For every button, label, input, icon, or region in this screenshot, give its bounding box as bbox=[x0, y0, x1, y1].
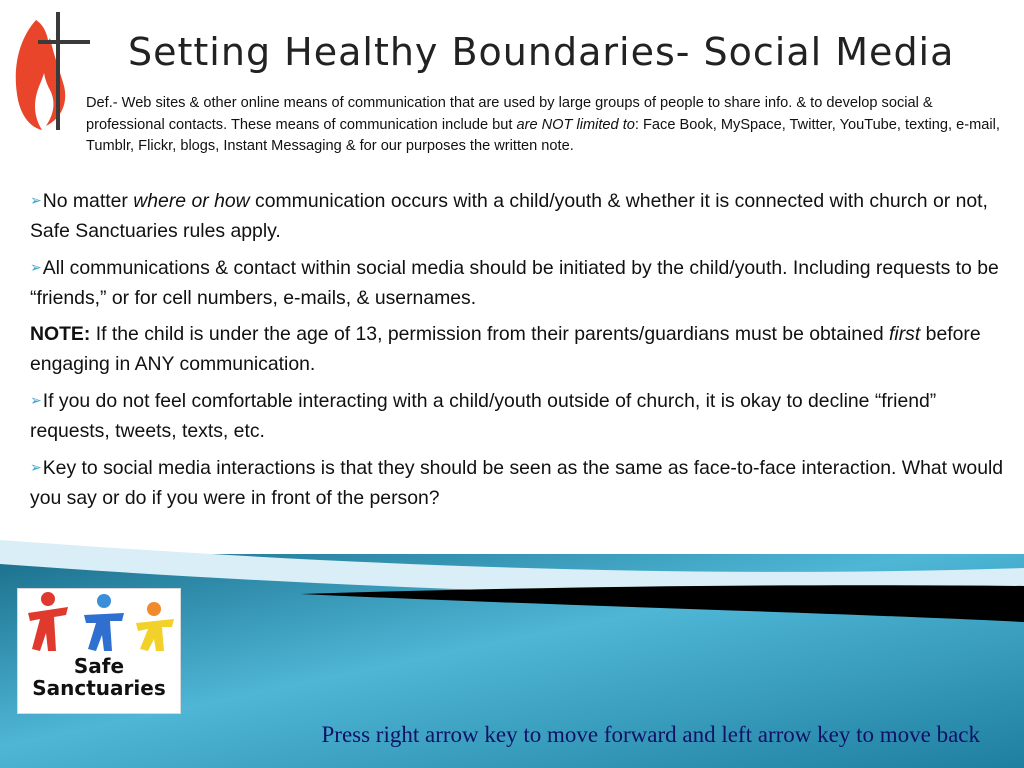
note-item bbox=[30, 319, 1005, 379]
bullet-item bbox=[30, 385, 1005, 446]
bullet-text-end: communication occurs with a child/youth & whether it is connected with church or not, Safe Sanctuaries rules apply. bbox=[30, 190, 988, 242]
bullet-emphasis: where or how bbox=[133, 190, 250, 212]
note-text-end: before engaging in ANY communication. bbox=[30, 323, 981, 375]
safe-sanctuaries-logo bbox=[17, 588, 181, 714]
navigation-hint: Press right arrow key to move forward and left arrow key to move back bbox=[321, 722, 980, 747]
bullet-item bbox=[30, 185, 1005, 246]
bullet-text: All communications & contact within social media should be initiated by the child/youth. Including requests to be “friends,” or for cell numbers, e-mails, & usernames. bbox=[30, 257, 999, 309]
definition-emphasis: are NOT limited to bbox=[516, 116, 635, 133]
definition-text-end: : Face Book, MySpace, Twitter, YouTube, texting, e-mail, Tumblr, Flickr, blogs, Instant Messaging & for our purposes the written note. bbox=[86, 116, 1000, 154]
bullet-text: Key to social media interactions is that they should be seen as the same as face-to-face interaction. What would you say or do if you were in front of the person? bbox=[30, 457, 1004, 509]
bullet-list bbox=[30, 185, 1005, 519]
children-figures-icon bbox=[18, 589, 180, 655]
arrow-bullet-icon: ➢ bbox=[30, 192, 42, 208]
arrow-bullet-icon: ➢ bbox=[30, 259, 42, 275]
bullet-item bbox=[30, 452, 1005, 513]
note-label: NOTE: bbox=[30, 323, 91, 345]
cross-and-flame-icon bbox=[10, 10, 92, 132]
slide-title: Setting Healthy Boundaries- Social Media bbox=[128, 30, 955, 74]
arrow-bullet-icon: ➢ bbox=[30, 392, 42, 408]
logo-line-safe: Safe bbox=[73, 654, 125, 678]
arrow-bullet-icon: ➢ bbox=[30, 459, 42, 475]
definition-paragraph bbox=[86, 93, 1006, 158]
note-text: If the child is under the age of 13, permission from their parents/guardians must be obtained bbox=[90, 323, 890, 345]
definition-text: Def.- Web sites & other online means of communication that are used by large groups of people to share info. & to develop social & professional contacts. These means of communication include but bbox=[86, 95, 933, 133]
note-emphasis: first bbox=[889, 323, 921, 345]
logo-text bbox=[18, 655, 180, 699]
bullet-text: No matter bbox=[42, 190, 134, 212]
logo-line-sanctuaries: Sanctuaries bbox=[32, 676, 166, 700]
bullet-item bbox=[30, 252, 1005, 313]
bullet-text: If you do not feel comfortable interacting with a child/youth outside of church, it is okay to decline “friend” requests, tweets, texts, etc. bbox=[30, 390, 937, 442]
